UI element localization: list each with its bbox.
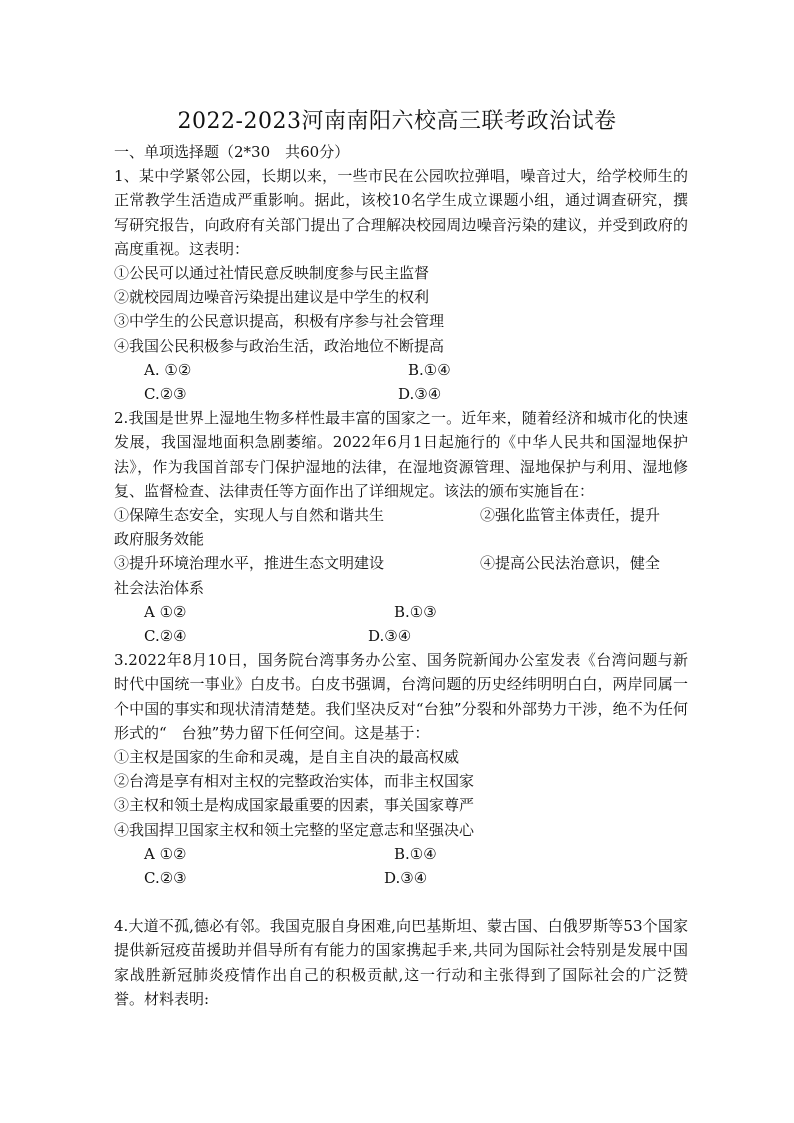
question-3-stem: 3.2022年8月10日，国务院台湾事务办公室、国务院新闻办公室发表《台湾问题与新时代中国统一事业》白皮书。白皮书强调，台湾问题的历史经纬明明白白，两岸同属一个中国的事实和现状清清楚楚。我们坚决反对“台独”分裂和外部势力干涉，绝不为任何形式的“ 台独”势力留下任何空间。这是基于： <box>114 651 688 742</box>
question-3-option-a[interactable]: A ①② <box>144 844 187 863</box>
question-2-item-2-continued: 政府服务效能 <box>114 530 205 549</box>
question-3-option-d[interactable]: D.③④ <box>384 868 428 887</box>
question-3-option-b[interactable]: B.①④ <box>394 844 437 863</box>
question-1-item: ④我国公民积极参与政治生活，政治地位不断提高 <box>114 336 445 355</box>
question-2-items-row <box>114 551 688 575</box>
question-2-item-2: ②强化监管主体责任，提升 <box>480 506 661 525</box>
question-4-stem: 4.大道不孤,德必有邻。我国克服自身困难,向巴基斯坦、蒙古国、白俄罗斯等53个国家提供新冠疫苗援助并倡导所有有能力的国家携起手来,共同为国际社会特别是发展中国家战胜新冠肺炎疫情作出自己的积极贡献,这一行动和主张得到了国际社会的广泛赞誉。材料表明: <box>114 917 688 1008</box>
question-3-options-row <box>114 866 688 890</box>
question-1-item: ①公民可以通过社情民意反映制度参与民主监督 <box>114 264 430 283</box>
question-2-item-3: ③提升环境治理水平，推进生态文明建设 <box>114 554 385 573</box>
question-3-option-c[interactable]: C.②③ <box>144 868 187 887</box>
question-2-item-1: ①保障生态安全，实现人与自然和谐共生 <box>114 506 385 525</box>
question-1-item: ②就校园周边噪音污染提出建议是中学生的权利 <box>114 288 430 307</box>
question-2-items-row <box>114 503 688 527</box>
question-1-option-a[interactable]: A. ①② <box>144 360 192 379</box>
question-3-item: ①主权是国家的生命和灵魂，是自主自决的最高权威 <box>114 747 460 766</box>
question-1-option-d[interactable]: D.③④ <box>398 385 442 404</box>
question-1-option-b[interactable]: B.①④ <box>408 360 451 379</box>
question-2-option-b[interactable]: B.①③ <box>394 602 437 621</box>
question-2-option-d[interactable]: D.③④ <box>368 626 412 645</box>
question-2-item-4-continued: 社会法治体系 <box>114 578 205 597</box>
question-2-options-row <box>114 600 688 624</box>
exam-title: 2022-2023河南南阳六校高三联考政治试卷 <box>177 109 617 134</box>
exam-content <box>114 140 688 1011</box>
question-1-stem: 1、某中学紧邻公园，长期以来，一些市民在公园吹拉弹唱，噪音过大，给学校师生的正常教学生活造成严重影响。据此，该校10名学生成立课题小组，通过调查研究，撰写研究报告，向政府有关部门提出了合理解决校园周边噪音污染的建议，并受到政府的高度重视。这表明： <box>114 167 688 258</box>
spacer <box>114 890 688 914</box>
question-1-option-c[interactable]: C.②③ <box>144 385 187 404</box>
question-2-item-4: ④提高公民法治意识，健全 <box>480 554 661 573</box>
question-2-stem: 2.我国是世界上湿地生物多样性最丰富的国家之一。近年来，随着经济和城市化的快速发展，我国湿地面积急剧萎缩。2022年6月1日起施行的《中华人民共和国湿地保护法》，作为我国首部专门保护湿地的法律，在湿地资源管理、湿地保护与利用、湿地修复、监督检查、法律责任等方面作出了详细规定。该法的颁布实施旨在： <box>114 409 688 500</box>
question-1-options-row <box>114 358 688 382</box>
question-3-options-row <box>114 842 688 866</box>
question-3-item: ③主权和领土是构成国家最重要的因素，事关国家尊严 <box>114 796 475 815</box>
question-2-options-row <box>114 624 688 648</box>
question-2-option-c[interactable]: C.②④ <box>144 626 187 645</box>
question-2-option-a[interactable]: A ①② <box>144 602 187 621</box>
question-3-item: ④我国捍卫国家主权和领土完整的坚定意志和坚强决心 <box>114 820 475 839</box>
question-3-item: ②台湾是享有相对主权的完整政治实体，而非主权国家 <box>114 772 475 791</box>
question-1-options-row <box>114 382 688 406</box>
question-1-item: ③中学生的公民意识提高，积极有序参与社会管理 <box>114 312 445 331</box>
section-heading: 一、单项选择题（2*30 共60分） <box>114 143 350 161</box>
